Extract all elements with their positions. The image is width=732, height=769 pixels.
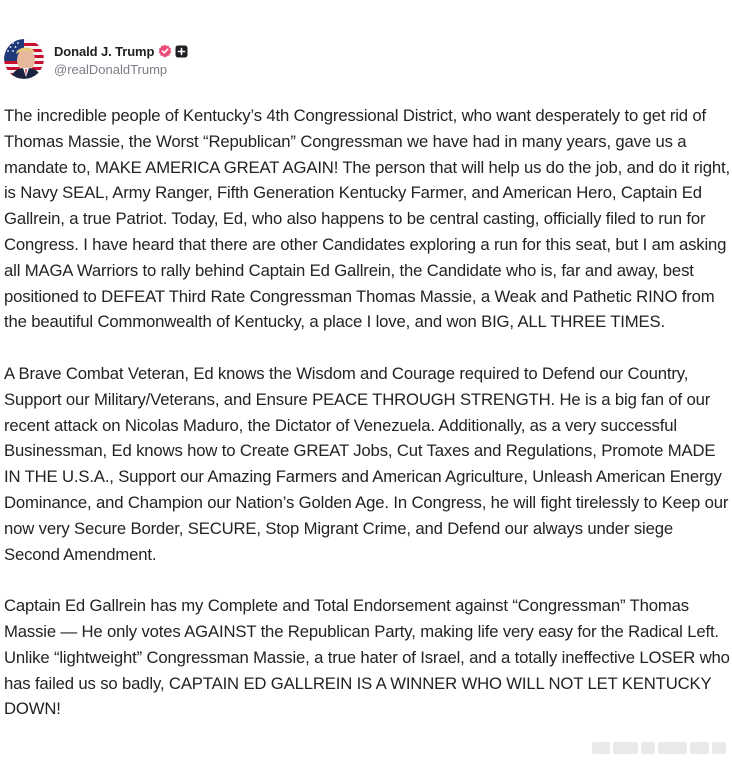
plus-square-icon: [175, 45, 188, 58]
watermark-blur: [592, 740, 726, 756]
watermark-block: [712, 742, 726, 754]
author-handle[interactable]: @realDonaldTrump: [54, 62, 168, 77]
avatar-image: [4, 39, 44, 79]
watermark-block: [690, 742, 710, 754]
watermark-block: [658, 742, 687, 754]
post-header: [4, 38, 188, 80]
post-paragraph: Captain Ed Gallrein has my Complete and Total Endorsement against “Congressman” Thomas Massie — He only votes AGAINST the Republican Party, making life very easy for the Radical Left. Unlike “lightweight” Congressman Massie, a true hater of Israel, and a totally ineffective LOSER who has failed us so badly, CAPTAIN ED GALLREIN IS A WINNER WHO WILL NOT LET KENTUCKY DOWN!: [4, 596, 730, 719]
name-row: [54, 41, 188, 61]
verified-badge-icon: [158, 44, 172, 58]
post-paragraph: A Brave Combat Veteran, Ed knows the Wisdom and Courage required to Defend our Country, Support our Military/Veterans, and Ensure PEACE THROUGH STRENGTH. He is a big fan of our recent attack on Nicolas Maduro, the Dictator of Venezuela. Additionally, as a very successful Businessman, Ed knows how to Create GREAT Jobs, Cut Taxes and Regulations, Promote MADE IN THE U.S.A., Support our Amazing Farmers and American Agriculture, Unleash American Energy Dominance, and Champion our Nation’s Golden Age. In Congress, he will fight tirelessly to Keep our now very Secure Border, SECURE, Stop Migrant Crime, and Defend our always under siege Second Amendment.: [4, 363, 729, 564]
watermark-block: [592, 742, 610, 754]
author-display-name[interactable]: Donald J. Trump: [54, 43, 155, 59]
watermark-block: [613, 742, 638, 754]
author-identity: [54, 41, 188, 77]
watermark-block: [641, 742, 655, 754]
post-body: [4, 103, 732, 722]
avatar[interactable]: [4, 39, 44, 79]
post-paragraph: The incredible people of Kentucky’s 4th Congressional District, who want desperately to get rid of Thomas Massie, the Worst “Republican” Congressman we have had in many years, gave us a mandate to, MAKE AMERICA GREAT AGAIN! The person that will help us do the job, and do it right, is Navy SEAL, Army Ranger, Fifth Generation Kentucky Farmer, and American Hero, Captain Ed Gallrein, a true Patriot. Today, Ed, who also happens to be central casting, officially filed to run for Congress. I have heard that there are other Candidates exploring a run for this seat, but I am asking all MAGA Warriors to rally behind Captain Ed Gallrein, the Candidate who is, far and away, best positioned to DEFEAT Third Rate Congressman Thomas Massie, a Weak and Pathetic RINO from the beautiful Commonwealth of Kentucky, a place I love, and won BIG, ALL THREE TIMES.: [4, 106, 730, 332]
